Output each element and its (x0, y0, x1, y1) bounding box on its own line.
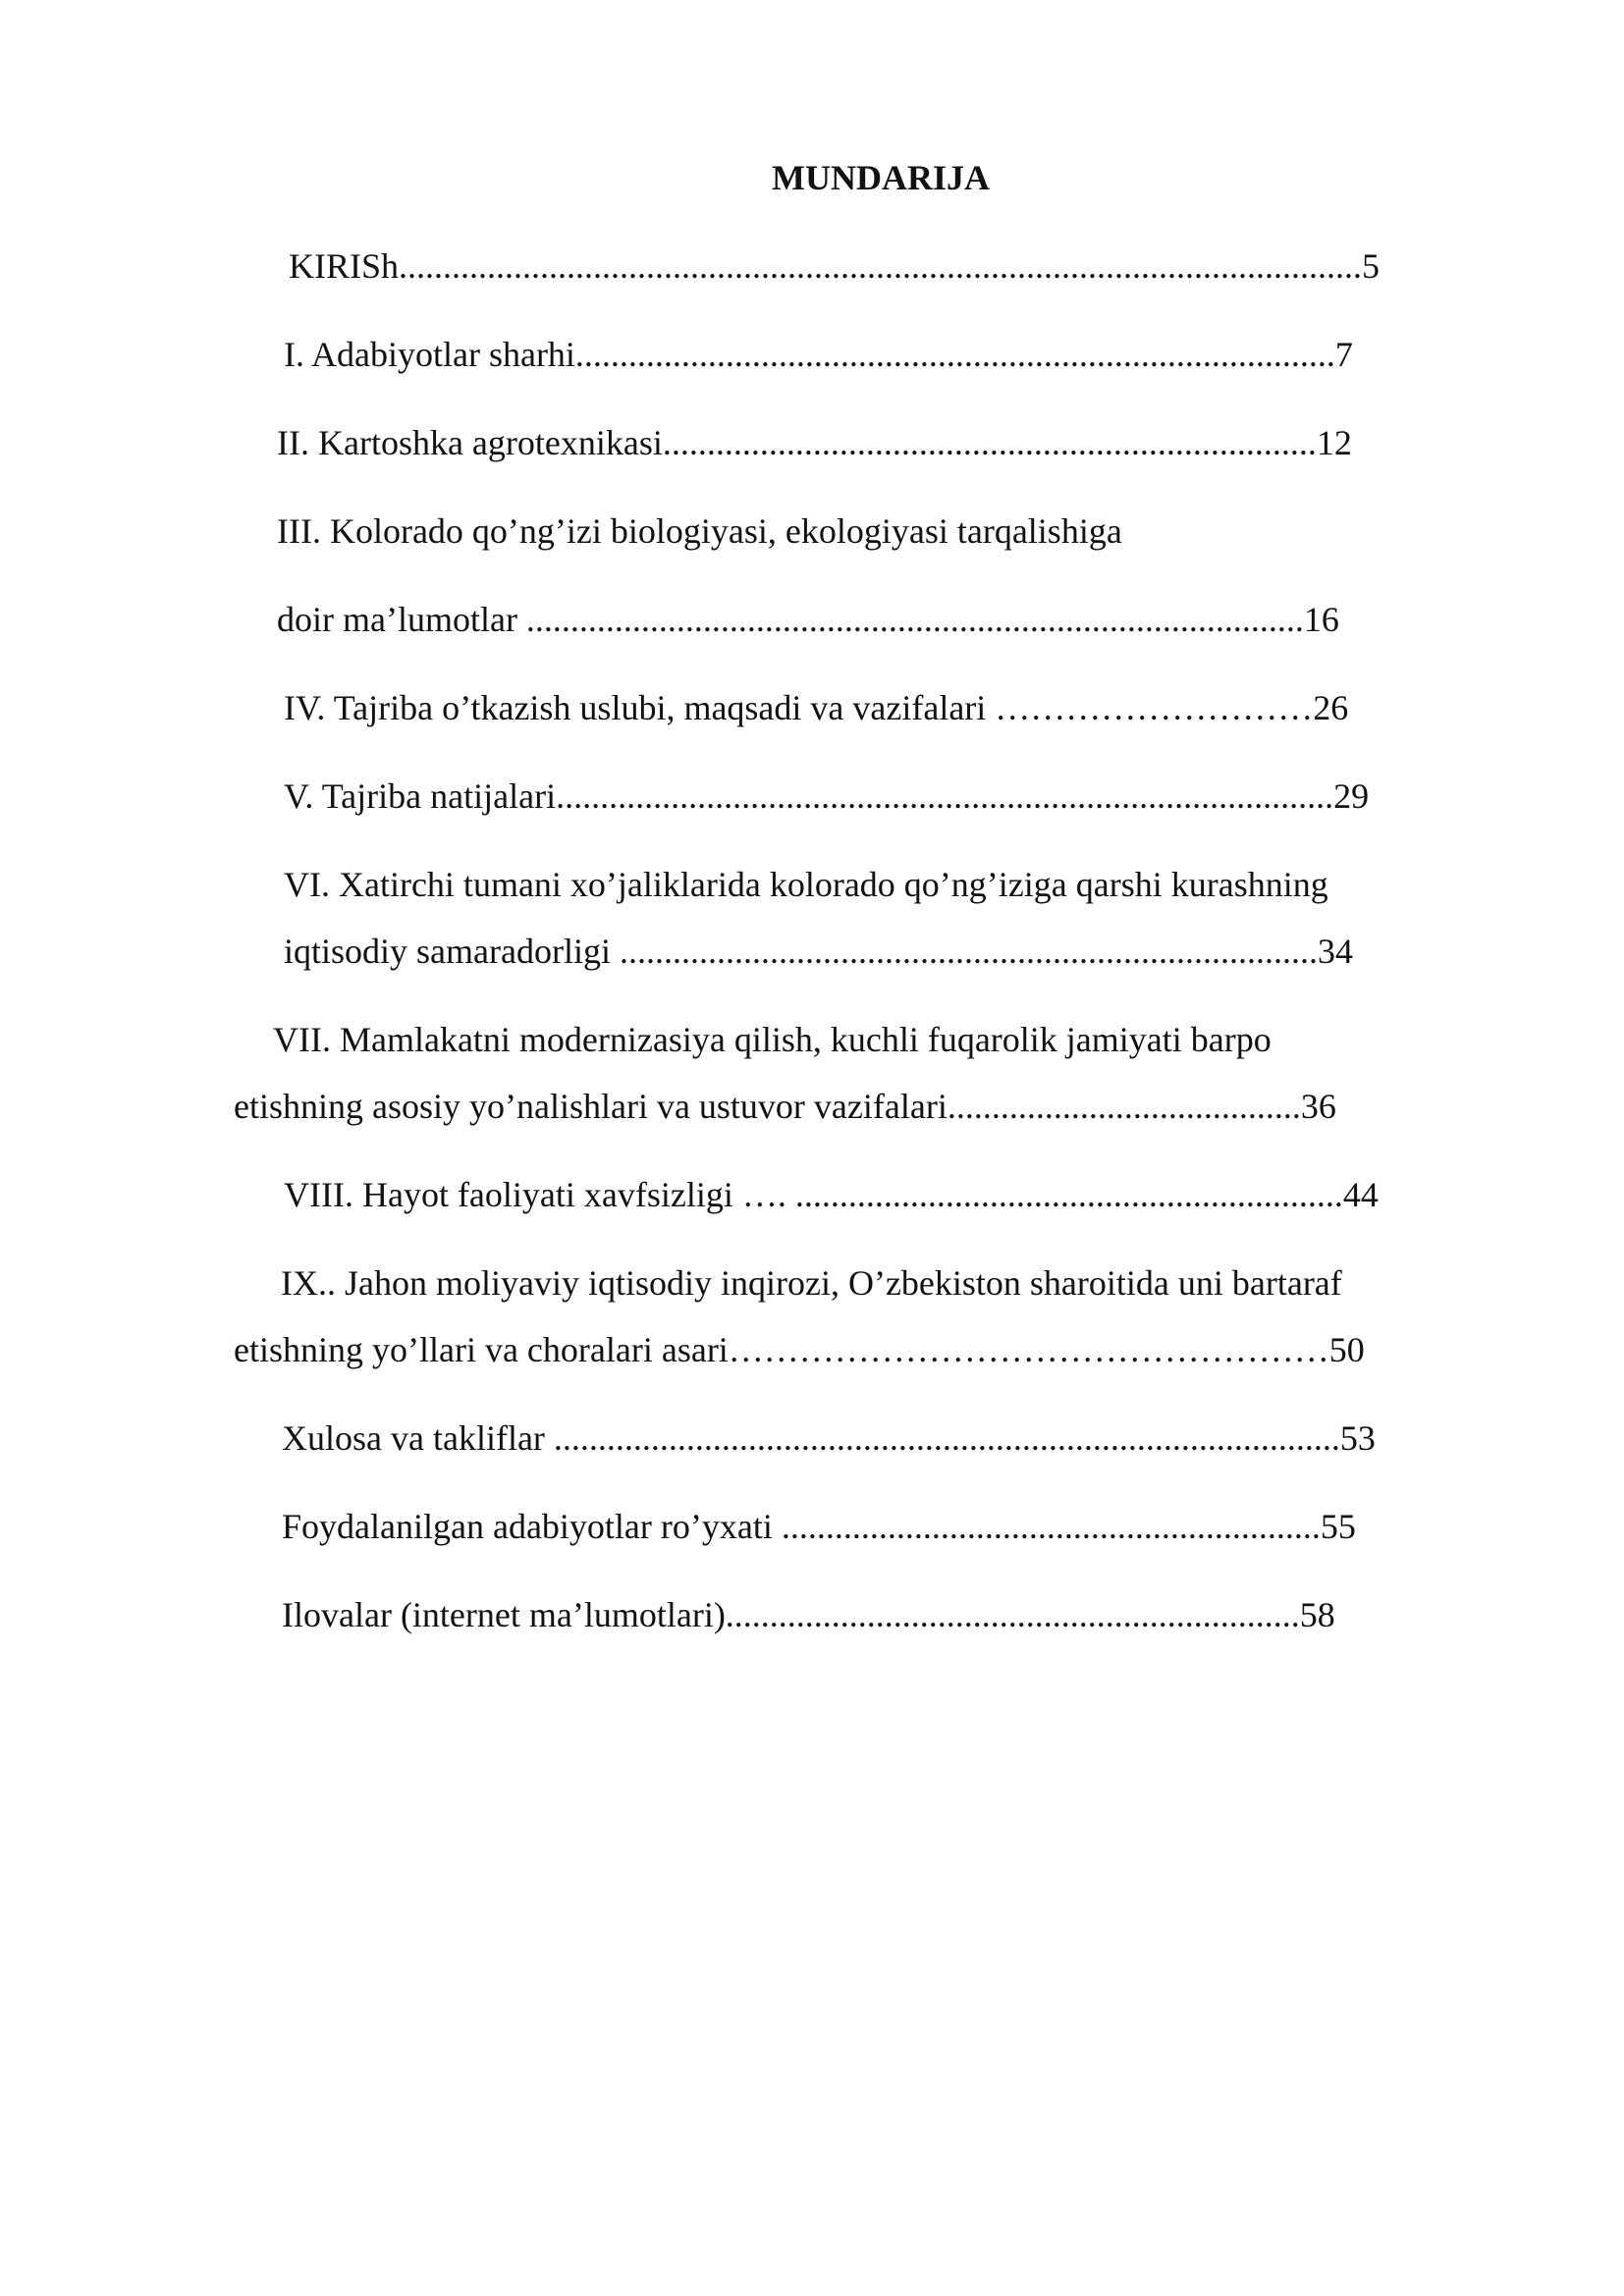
toc-entry-8: VIII. Hayot faoliyati xavfsizligi …. ..............................................................44 (284, 1175, 1379, 1214)
toc-entry-4: IV. Tajriba o’tkazish uslubi, maqsadi va vazifalari ………………………26 (284, 688, 1349, 727)
toc-entry-7-line-2: etishning asosiy yo’nalishlari va ustuvor vazifalari........................................36 (234, 1087, 1336, 1126)
toc-entry-7-line-1: VII. Mamlakatni modernizasiya qilish, kuchli fuqarolik jamiyati barpo (273, 1020, 1272, 1059)
toc-entry-references: Foydalanilgan adabiyotlar ro’yxati .............................................................55 (282, 1507, 1356, 1546)
toc-entry-6-line-2: iqtisodiy samaradorligi ...............................................................................34 (284, 932, 1353, 971)
toc-entry-3-line-1: III. Kolorado qo’ng’izi biologiyasi, ekologiyasi tarqalishiga (277, 511, 1122, 551)
toc-entry-2: II. Kartoshka agrotexnikasi..........................................................................12 (277, 423, 1352, 462)
toc-entry-9-line-2: etishning yo’llari va choralari asari……………………………………………50 (234, 1330, 1365, 1369)
toc-entry-3-line-2: doir ma’lumotlar ........................................................................................16 (277, 600, 1339, 639)
toc-entry-appendices: Ilovalar (internet ma’lumotlari).................................................................58 (282, 1595, 1335, 1634)
toc-entry-9-line-1: IX.. Jahon moliyaviy iqtisodiy inqirozi, O’zbekiston sharoitida uni bartaraf (281, 1263, 1342, 1303)
toc-entry-kirish: KIRISh.............................................................................................................5 (289, 246, 1380, 286)
toc-entry-5: V. Tajriba natijalari........................................................................................29 (284, 776, 1370, 816)
toc-entry-1: I. Adabiyotlar sharhi......................................................................................7 (284, 335, 1353, 374)
toc-title: MUNDARIJA (772, 158, 990, 197)
toc-entry-conclusions: Xulosa va takliflar .........................................................................................53 (282, 1418, 1376, 1458)
toc-entry-6-line-1: VI. Xatirchi tumani xo’jaliklarida kolorado qo’ng’iziga qarshi kurashning (284, 865, 1328, 904)
